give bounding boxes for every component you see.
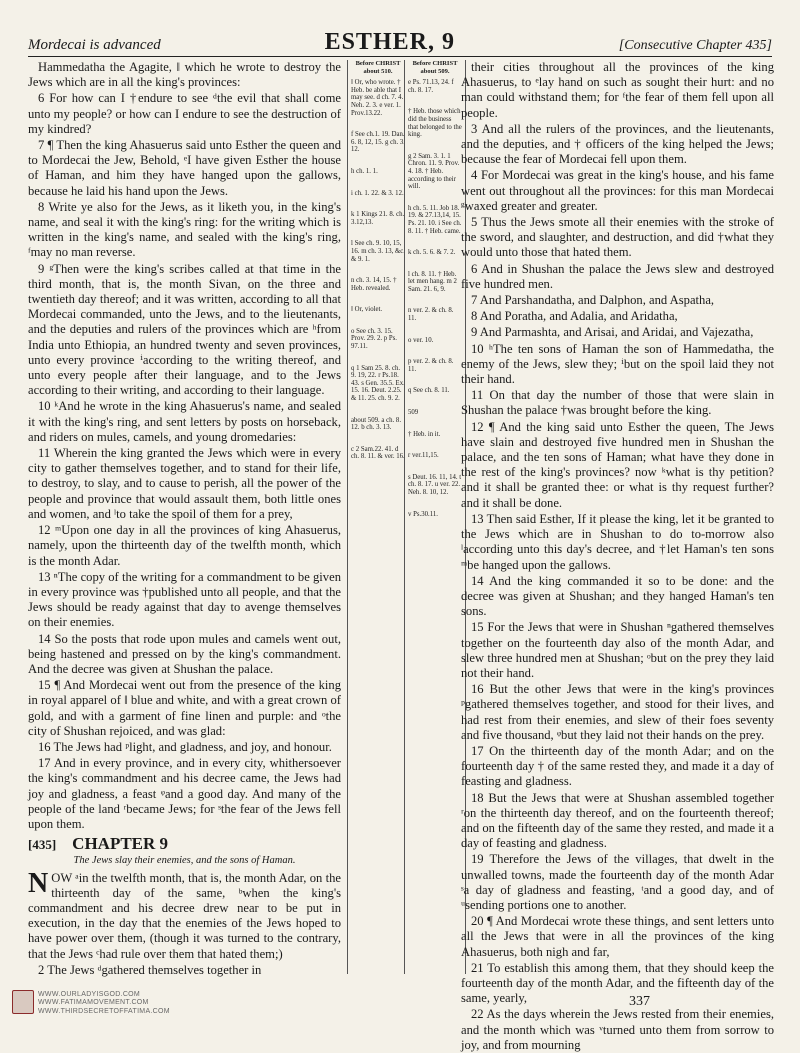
margin-note: ‖ Or, who wrote. † Heb. be able that I may see. d ch. 7. 4. Neh. 2. 3. e ver. 1. Prov.13.22. bbox=[351, 79, 404, 117]
site-link[interactable]: WWW.THIRDSECRETOFFATIMA.COM bbox=[38, 1007, 170, 1015]
verse-paragraph: 14 So the posts that rode upon mules and camels went out, being hastened and pressed on by the king's commandment. And the decree was given at Shushan the palace. bbox=[28, 631, 341, 676]
verse-paragraph: 12 ᵐUpon one day in all the provinces of king Ahasuerus, namely, upon the thirteenth day of the twelfth month, which is the month Adar. bbox=[28, 523, 341, 568]
verse-paragraph-first bbox=[28, 867, 341, 962]
margin-note: 509 bbox=[408, 409, 419, 417]
verse-paragraph: 17 And in every province, and in every city, whithersoever the king's commandment and his decree came, the Jews had joy and gladness, a feast ᵠand a good day. And many of the people of the land ʳbecame Jews; for ˢthe fear of the Jews fell upon them. bbox=[28, 756, 341, 831]
page-number: 337 bbox=[629, 994, 650, 1009]
running-head-right: [Consecutive Chapter 435] bbox=[618, 38, 772, 53]
margin-date-head: Before CHRIST about 509. bbox=[412, 60, 458, 75]
margin-note: l ch. 8. 11. † Heb. let men hang. m 2 Sam. 21. 6, 9. bbox=[408, 270, 457, 293]
site-link[interactable]: WWW.FATIMAMOVEMENT.COM bbox=[38, 999, 149, 1006]
verse-paragraph: 22 As the days wherein the Jews rested from their enemies, and the month which was ᵛturned unto them from sorrow to joy, and from mourning bbox=[461, 1007, 774, 1052]
margin-note: † Heb. those which did the business that belonged to the king. bbox=[408, 108, 462, 139]
margin-note: p ver. 2. & ch. 8. 11. bbox=[408, 358, 454, 373]
verse-text: OW ᵃin the twelfth month, that is, the month Adar, on the thirteenth day of the same, ᵇwhen the king's commandment and his decree drew near to be put in execution, in the day that the enemies of the Jews hoped to have power over them, (though it was turned to the contrary, that the Jews ᶜhad rule over them that hated them;) bbox=[28, 870, 341, 961]
verse-paragraph: 9 ᵍThen were the king's scribes called at that time in the third month, that is, the month Sivan, on the three and twentieth day thereof; and it was written, according to all that Mordecai commanded, unto the Jews, and to the lieutenants, and the deputies and rulers of the provinces which are ʰfrom India unto Ethiopia, an hundred twenty and seven provinces, unto every province ⁱaccording to the writing thereof, and unto every people after their language, and to the Jews according to their writing, and according to their language. bbox=[28, 261, 341, 398]
margin-note: s Deut. 16. 11, 14. t ch. 8. 17. u ver. 22. Neh. 8. 10, 12. bbox=[408, 473, 462, 496]
page-header bbox=[28, 30, 772, 57]
margin-note: o ver. 10. bbox=[408, 336, 434, 344]
margin-note: h ch. 5. 11. Job 18. 19. & 27.13,14, 15. Ps. 21. 10. i See ch. 8. 11. † Heb. came. bbox=[408, 204, 462, 235]
margin-note: about 509. a ch. 8. 12. b ch. 3. 13. bbox=[351, 416, 402, 432]
margin-note: f See ch.1. 19. Dan. 6. 8, 12, 15. g ch. 3. 12. bbox=[351, 131, 405, 154]
verse-paragraph: 12 ¶ And the king said unto Esther the queen, The Jews have slain and destroyed five hundred men in Shushan the palace, and the ten sons of Haman; what have they done in the rest of the king's provinces? now ᵏwhat is thy petition? and it shall be granted thee: or what is thy request further? and it shall be done. bbox=[461, 419, 774, 510]
margin-date-head: Before CHRIST about 510. bbox=[355, 60, 401, 75]
verse-paragraph: 7 And Parshandatha, and Dalphon, and Aspatha, bbox=[471, 293, 715, 308]
margin-note: q See ch. 8. 11. bbox=[408, 387, 450, 395]
verse-paragraph: 16 The Jews had ᵖlight, and gladness, and joy, and honour. bbox=[38, 739, 332, 754]
verse-paragraph: 5 Thus the Jews smote all their enemies with the stroke of the sword, and slaughter, and destruction, and did †what they would unto those that hated them. bbox=[461, 215, 774, 260]
verse-paragraph: 6 And in Shushan the palace the Jews slew and destroyed five hundred men. bbox=[461, 261, 774, 291]
verse-paragraph: 17 On the thirteenth day of the month Adar; and on the fourteenth day † of the same rested they, and made it a day of feasting and gladness. bbox=[461, 743, 774, 789]
margin-note: c 2 Sam.22. 41. d ch. 8. 11. & ver. 16. bbox=[351, 445, 405, 461]
verse-paragraph: 4 For Mordecai was great in the king's house, and his fame went out throughout all the provinces: for this man Mordecai ᵍwaxed greater and greater. bbox=[461, 168, 774, 213]
margin-note: v Ps.30.11. bbox=[408, 510, 438, 518]
chapter-heading bbox=[28, 836, 341, 852]
chapter-summary: The Jews slay their enemies, and the sons of Haman. bbox=[73, 855, 296, 867]
verse-paragraph: 7 ¶ Then the king Ahasuerus said unto Esther the queen and to Mordecai the Jew, Behold, ᵉI have given Esther the house of Haman, and him they have hanged upon the gallows, because he laid his hand upon the Jews. bbox=[28, 138, 341, 198]
verse-paragraph: 20 ¶ And Mordecai wrote these things, and sent letters unto all the Jews that were in all the provinces of the king Ahasuerus, both nigh and far, bbox=[461, 914, 774, 959]
margin-references-left bbox=[347, 60, 405, 974]
verse-paragraph: 8 Write ye also for the Jews, as it liketh you, in the king's name, and seal it with the king's ring: for the writing which is written in the king's name, and sealed with the king's ring, ᶠmay no man reverse. bbox=[28, 199, 341, 260]
verse-paragraph: 2 The Jews ᵈgathered themselves together in bbox=[38, 962, 262, 977]
verse-paragraph: 16 But the other Jews that were in the king's provinces ᵖgathered themselves together, and stood for their lives, and had rest from their enemies, and slew of their foes seventy and five thousand, ᵠbut they laid not their hands on the prey. bbox=[461, 682, 774, 742]
verse-paragraph: 8 And Poratha, and Adalia, and Aridatha, bbox=[471, 309, 678, 324]
margin-note: g 2 Sam. 3. 1. 1 Chron. 11. 9. Prov. 4. 18. † Heb. according to their will. bbox=[408, 152, 460, 191]
verse-paragraph: 13 ⁿThe copy of the writing for a commandment to be given in every province was †published unto all people, and that the Jews should be ready against that day to avenge themselves on their enemies. bbox=[28, 569, 341, 630]
verse-paragraph: 11 Wherein the king granted the Jews which were in every city to gather themselves together, and to stand for their life, to destroy, to slay, and to cause to perish, all the power of the people and province that would assault them, both little ones and women, and ˡto take the spoil of them for a prey, bbox=[28, 446, 341, 521]
consecutive-chapter-number: [435] bbox=[28, 837, 57, 853]
verse-paragraph: 19 Therefore the Jews of the villages, that dwelt in the unwalled towns, made the fourteenth day of the month Adar ˢa day of gladness and feasting, ᵗand a good day, and of ᵘsending portions one to another. bbox=[461, 852, 774, 912]
verse-paragraph: 21 To establish this among them, that they should keep the fourteenth day of the month Adar, and the fifteenth day of the same, yearly, bbox=[461, 960, 774, 1006]
margin-note: l See ch. 9. 10, 15, 16. m ch. 3. 13, &c. & 9. 1. bbox=[351, 240, 405, 263]
left-text-column bbox=[28, 60, 341, 977]
site-logo-icon bbox=[12, 990, 34, 1014]
chapter-title: CHAPTER 9 bbox=[72, 834, 169, 854]
margin-note: q 1 Sam 25. 8. ch. 9. 19, 22. r Ps.18. 43. s Gen. 35.5. Ex. 15. 16. Deut. 2.25. & 11. 25. ch. 9. 2. bbox=[351, 364, 405, 403]
drop-cap: N bbox=[28, 867, 49, 899]
margin-note: h ch. 1. 1. bbox=[351, 167, 378, 175]
margin-references-right bbox=[404, 60, 466, 974]
margin-note: r ver.11,15. bbox=[408, 452, 439, 460]
margin-note: k ch. 5. 6. & 7. 2. bbox=[408, 249, 456, 257]
book-chapter-title: ESTHER, 9 bbox=[324, 29, 455, 55]
verse-paragraph: 15 For the Jews that were in Shushan ⁿgathered themselves together on the fourteenth day also of the month Adar, and slew three hundred men at Shushan; ᵒbut on the prey they laid not their hand. bbox=[461, 620, 774, 680]
margin-note: n ch. 3. 14, 15. † Heb. revealed. bbox=[351, 277, 397, 292]
verse-paragraph: 3 And all the rulers of the provinces, and the lieutenants, and the deputies, and † officers of the king helped the Jews; because the fear of Mordecai fell upon them. bbox=[461, 121, 774, 167]
verse-paragraph: Hammedatha the Agagite, ‖ which he wrote to destroy the Jews which are in all the king's provinces: bbox=[28, 60, 341, 90]
running-head-left: Mordecai is advanced bbox=[28, 37, 161, 53]
margin-note: n ver. 2. & ch. 8. 11. bbox=[408, 307, 454, 323]
verse-paragraph: 10 ʰThe ten sons of Haman the son of Hammedatha, the enemy of the Jews, slew they; ⁱbut on the spoil laid they not their hand. bbox=[461, 341, 774, 387]
margin-note: † Heb. in it. bbox=[408, 430, 441, 438]
verse-paragraph: 10 ᵏAnd he wrote in the king Ahasuerus's name, and sealed it with the king's ring, and sent letters by posts on horseback, and riders on mules, camels, and young dromedaries: bbox=[28, 399, 341, 444]
verse-paragraph: 11 On that day the number of those that were slain in Shushan the palace †was brought before the king. bbox=[461, 388, 774, 418]
margin-note: k 1 Kings 21. 8. ch. 3.12,13. bbox=[351, 211, 405, 226]
margin-note: ‖ Or, violet. bbox=[351, 306, 383, 314]
margin-note: o See ch. 3. 15. Prov. 29. 2. p Ps. 97.11. bbox=[351, 327, 398, 351]
margin-note: e Ps. 71.13, 24. f ch. 8. 17. bbox=[408, 79, 454, 94]
site-link[interactable]: WWW.OURLADYISGOD.COM bbox=[38, 990, 141, 998]
site-links bbox=[38, 991, 170, 1017]
margin-note: i ch. 1. 22. & 3. 12. bbox=[351, 189, 404, 197]
verse-paragraph: 14 And the king commanded it so to be done: and the decree was given at Shushan; and they hanged Haman's ten sons. bbox=[461, 573, 774, 619]
verse-paragraph: their cities throughout all the provinces of the king Ahasuerus, to ᵉlay hand on such as sought their hurt: and no man could withstand them; for ᶠthe fear of them fell upon all people. bbox=[461, 60, 774, 120]
verse-paragraph: 13 Then said Esther, If it please the king, let it be granted to the Jews which are in Shushan to do to-morrow also ˡaccording unto this day's decree, and †let Haman's ten sons ᵐbe hanged upon the gallows. bbox=[461, 511, 774, 572]
verse-paragraph: 9 And Parmashta, and Arisai, and Aridai, and Vajezatha, bbox=[471, 325, 754, 340]
verse-paragraph: 15 ¶ And Mordecai went out from the presence of the king in royal apparel of ‖ blue and white, and with a great crown of gold, and with a garment of fine linen and purple: and ᵒthe city of Shushan rejoiced, and was glad: bbox=[28, 678, 341, 738]
verse-paragraph: 18 But the Jews that were at Shushan assembled together ʳon the thirteenth day thereof, and on the fourteenth thereof; and on the fifteenth day of the same they rested, and made it a day of feasting and gladness. bbox=[461, 790, 774, 851]
verse-paragraph: 6 For how can I †endure to see ᵈthe evil that shall come unto my people? or how can I endure to see the destruction of my kindred? bbox=[28, 91, 341, 136]
